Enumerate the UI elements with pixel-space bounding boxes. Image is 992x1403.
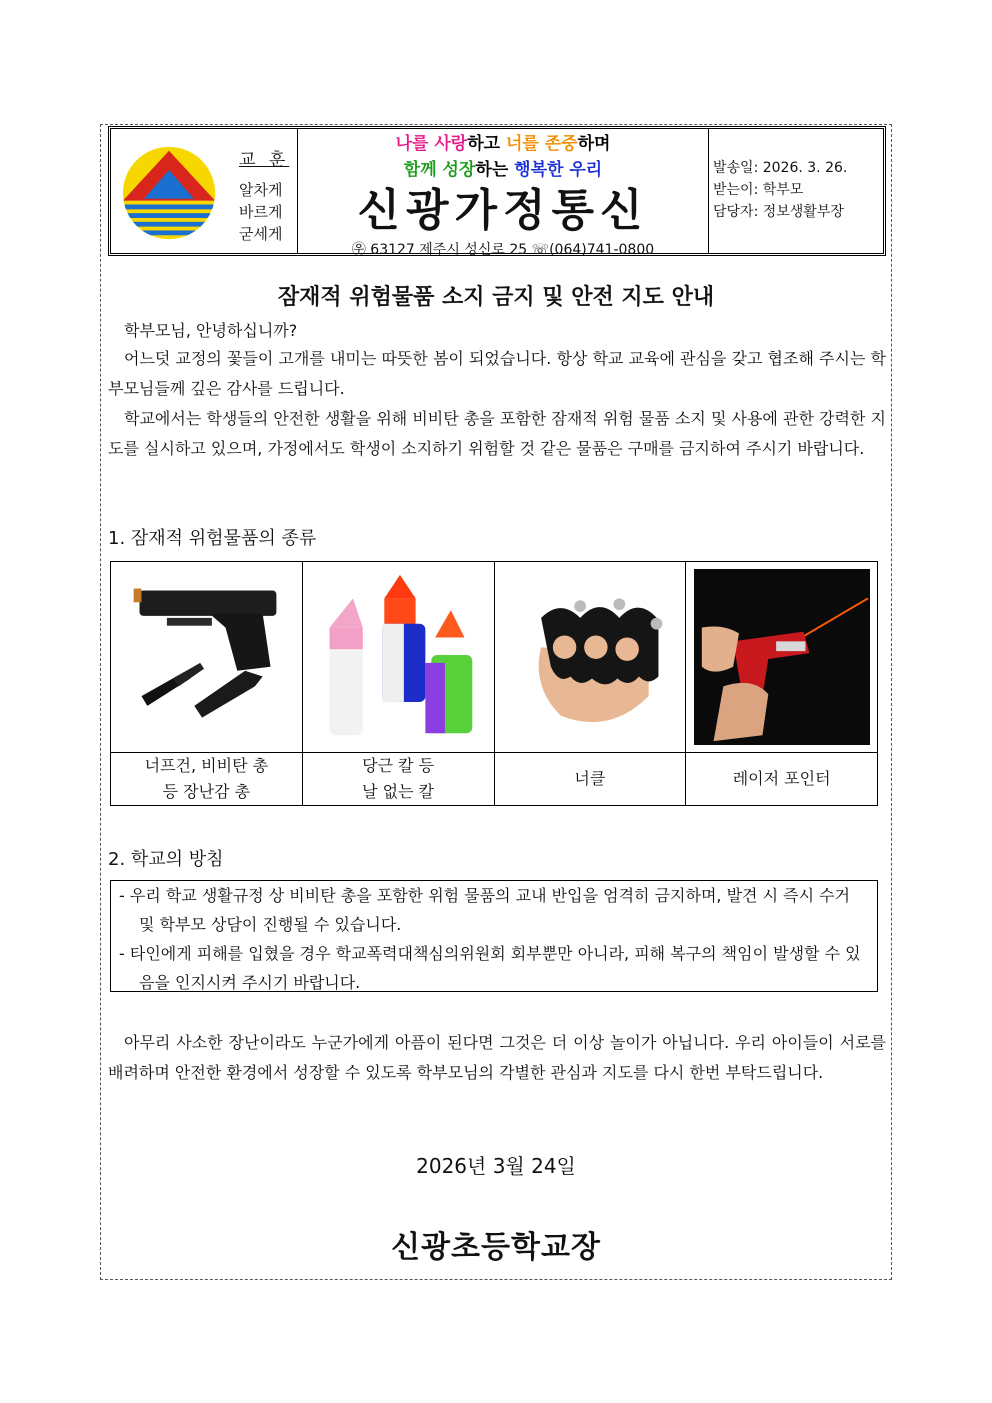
newsletter-title: 신광가정통신	[357, 185, 649, 236]
policy-item: - 우리 학교 생활규정 상 비비탄 총을 포함한 위험 물품의 교내 반입을 엄격히 금지하며, 발견 시 즉시 수거 및 학부모 상담이 진행될 수 있습니다.	[119, 886, 851, 934]
greeting: 학부모님, 안녕하십니까?	[124, 321, 298, 340]
slogan-segment: 하고	[467, 134, 506, 154]
contact-person: 담당자: 정보생활부장	[713, 204, 844, 220]
item-image-cell	[494, 562, 686, 753]
item-label-line: 너클	[574, 769, 606, 788]
item-image-cell	[686, 562, 878, 753]
slogan-segment: 하며	[577, 134, 611, 154]
closing-paragraph: 아무리 사소한 장난이라도 누군가에게 아픔이 된다면 그것은 더 이상 놀이가 아닙니다. 우리 아이들이 서로를 배려하며 안전한 환경에서 성장할 수 있도록 학부모님의 각별한 관심과 지도를 다시 한번 부탁드립니다.	[108, 1033, 886, 1082]
slogan-line-2	[298, 159, 708, 181]
policy-box	[110, 880, 878, 992]
slogan-segment: 나를 사랑	[395, 134, 468, 154]
toy-gun-icon	[118, 568, 294, 746]
signature: 신광초등학교장	[391, 1230, 601, 1265]
school-address: ㉾ 63127 제주시 성신로 25 ☏(064)741-0800	[351, 242, 655, 258]
document-title: 잠재적 위험물품 소지 금지 및 안전 지도 안내	[277, 285, 715, 310]
motto-line: 굳세게	[239, 225, 283, 243]
section-2-heading: 2. 학교의 방침	[108, 849, 224, 870]
motto-line: 바르게	[239, 203, 283, 221]
item-label-line: 날 없는 칼	[362, 782, 435, 801]
slogan-segment: 너를 존중	[505, 134, 578, 154]
item-label-line: 당근 칼 등	[362, 756, 435, 775]
motto-line: 알차게	[239, 181, 283, 199]
letter-date: 2026년 3월 24일	[416, 1154, 576, 1178]
slogan-line-1	[298, 133, 708, 155]
carrot-knife-icon	[310, 568, 486, 746]
item-label-line: 너프건, 비비탄 총	[144, 756, 269, 775]
meta-panel	[709, 129, 883, 253]
item-label	[302, 753, 494, 806]
newsletter-header	[108, 126, 886, 256]
school-logo-icon	[121, 145, 217, 241]
item-label	[494, 753, 686, 806]
item-label-line: 등 장난감 총	[162, 782, 251, 801]
recipient: 받는이: 학부모	[713, 182, 804, 198]
slogan-segment: 함께 성장	[403, 160, 476, 180]
paragraph-2: 학교에서는 학생들의 안전한 생활을 위해 비비탄 총을 포함한 잠재적 위험 물품 소지 및 사용에 관한 강력한 지도를 실시하고 있으며, 가정에서도 학생이 소지하기 위험할 것 같은 물품은 구매를 금지하여 주시기 바랍니다.	[108, 409, 886, 458]
item-image-cell	[111, 562, 303, 753]
slogan-segment: 하는	[475, 160, 515, 180]
item-image-cell	[302, 562, 494, 753]
policy-item: - 타인에게 피해를 입혔을 경우 학교폭력대책심의위원회 회부뿐만 아니라, 피해 복구의 책임이 발생할 수 있음을 인지시켜 주시기 바랍니다.	[119, 944, 861, 992]
sent-date: 발송일: 2026. 3. 26.	[713, 160, 848, 176]
item-label	[686, 753, 878, 806]
dangerous-items-table	[110, 561, 878, 806]
paragraph-1: 어느덧 교정의 꽃들이 고개를 내미는 따뜻한 봄이 되었습니다. 항상 학교 교육에 관심을 갖고 협조해 주시는 학부모님들께 깊은 감사를 드립니다.	[108, 349, 886, 398]
title-panel	[298, 129, 709, 258]
laser-pointer-icon	[694, 568, 870, 746]
motto-title: 교 훈	[239, 150, 290, 170]
section-1-heading: 1. 잠재적 위험물품의 종류	[108, 528, 317, 549]
motto-panel	[111, 129, 298, 253]
item-label-line: 레이저 포인터	[732, 769, 831, 788]
slogan-segment: 행복한 우리	[514, 160, 603, 180]
knuckle-icon	[502, 568, 678, 746]
item-label	[111, 753, 303, 806]
